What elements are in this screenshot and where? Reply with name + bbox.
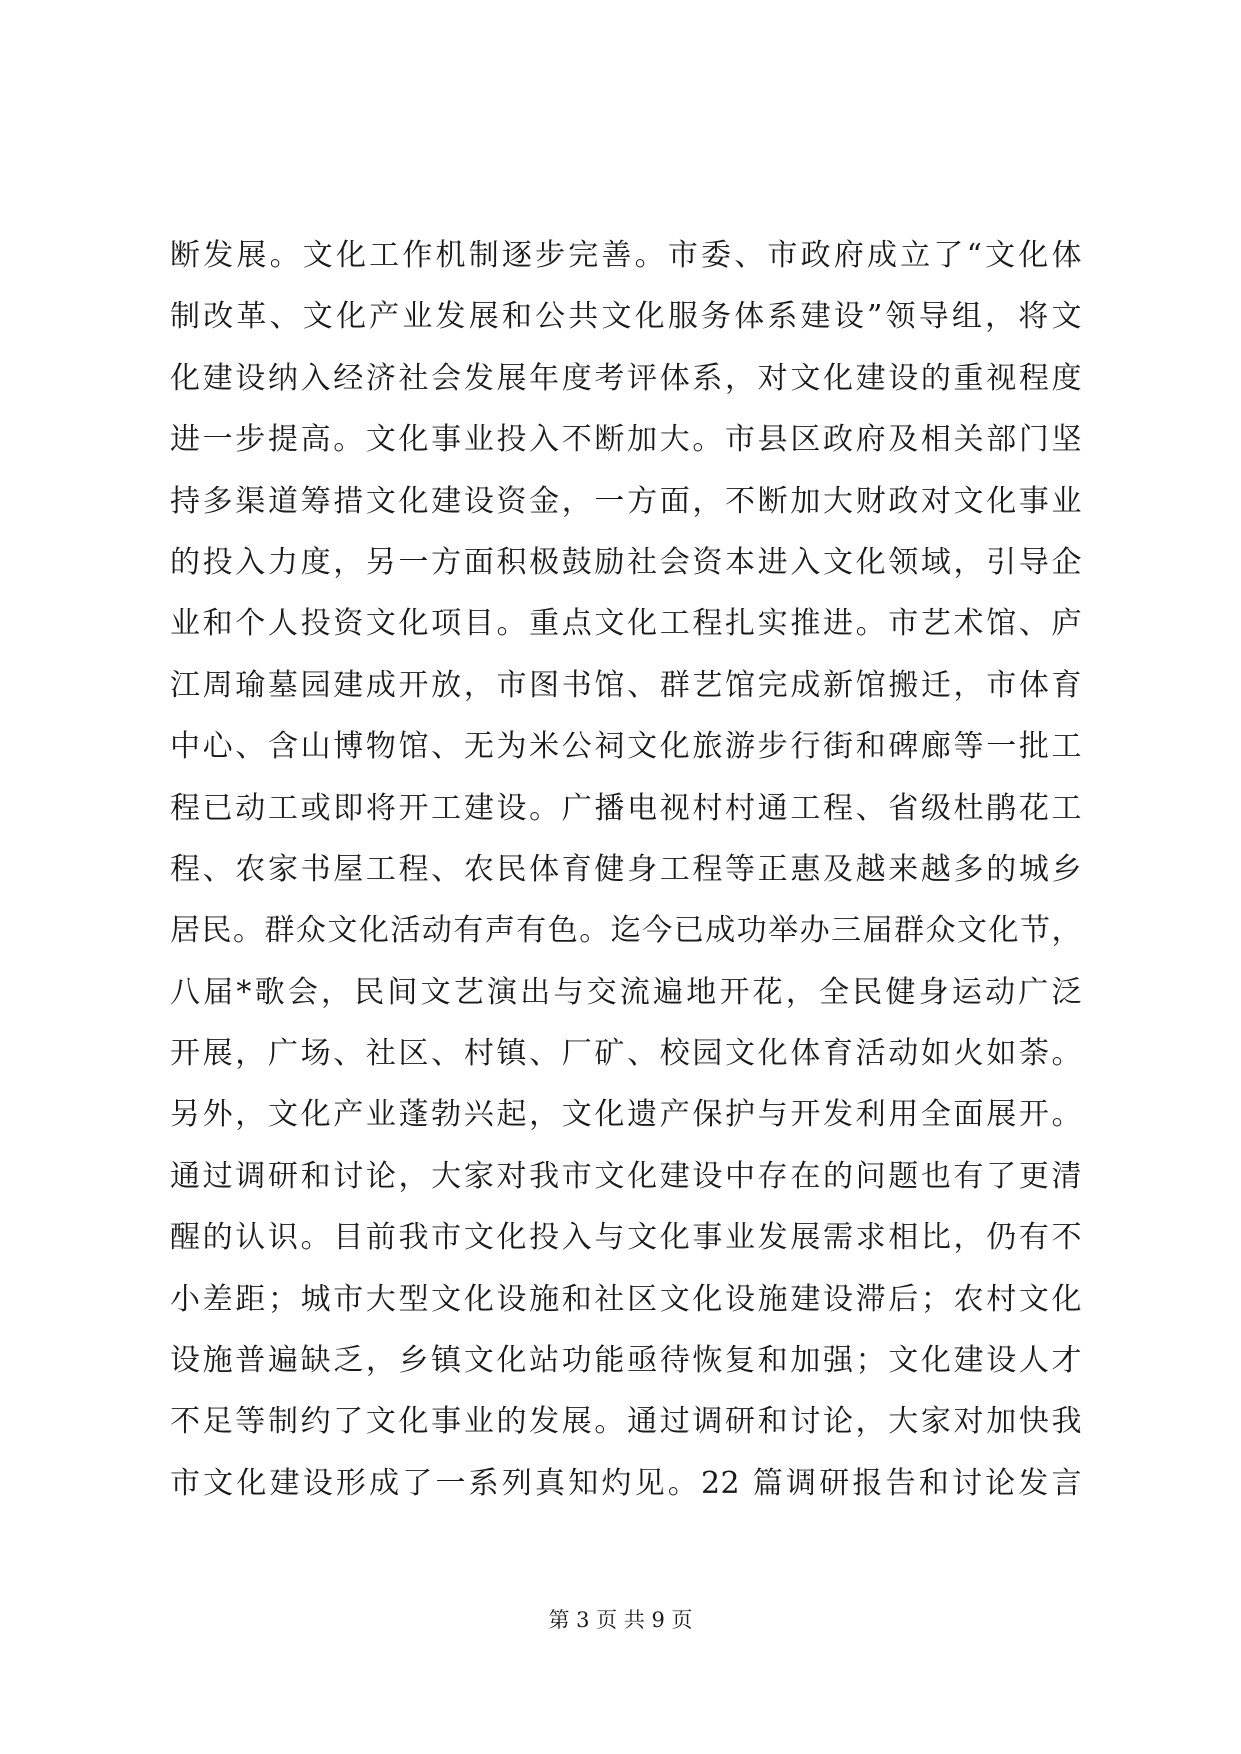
text-line-15: 另外，文化产业蓬勃兴起，文化遗产保护与开发利用全面展开。 xyxy=(170,1097,1082,1133)
text-line-11: 程、农家书屋工程、农民体育健身工程等正惠及越来越多的城乡 xyxy=(170,851,1082,887)
text-line-2: 制改革、文化产业发展和公共文化服务体系建设”领导组，将文 xyxy=(170,299,1082,335)
text-line-12: 居民。群众文化活动有声有色。迄今已成功举办三届群众文化节， xyxy=(170,913,1082,949)
page-footer xyxy=(0,1605,1241,1635)
text-line-8: 江周瑜墓园建成开放，市图书馆、群艺馆完成新馆搬迁，市体育 xyxy=(170,667,1082,703)
page-number-label: 第 3 页 共 9 页 xyxy=(548,1608,693,1632)
text-line-21: 市文化建设形成了一系列真知灼见。22 篇调研报告和讨论发言 xyxy=(170,1465,1082,1501)
text-line-4: 进一步提高。文化事业投入不断加大。市县区政府及相关部门坚 xyxy=(170,422,1082,458)
text-line-3: 化建设纳入经济社会发展年度考评体系，对文化建设的重视程度 xyxy=(170,360,1082,396)
text-line-16: 通过调研和讨论，大家对我市文化建设中存在的问题也有了更清 xyxy=(170,1158,1082,1194)
text-line-6: 的投入力度，另一方面积极鼓励社会资本进入文化领域，引导企 xyxy=(170,544,1082,580)
text-line-5: 持多渠道筹措文化建设资金，一方面，不断加大财政对文化事业 xyxy=(170,483,1082,519)
text-line-20: 不足等制约了文化事业的发展。通过调研和讨论，大家对加快我 xyxy=(170,1404,1082,1440)
text-line-13: 八届*歌会，民间文艺演出与交流遍地开花，全民健身运动广泛 xyxy=(170,974,1082,1010)
text-line-14: 开展，广场、社区、村镇、厂矿、校园文化体育活动如火如荼。 xyxy=(170,1036,1082,1072)
text-line-9: 中心、含山博物馆、无为米公祠文化旅游步行街和碑廊等一批工 xyxy=(170,729,1082,765)
text-line-1: 断发展。文化工作机制逐步完善。市委、市政府成立了“文化体 xyxy=(170,238,1082,273)
text-line-17: 醒的认识。目前我市文化投入与文化事业发展需求相比，仍有不 xyxy=(170,1220,1082,1256)
text-line-18: 小差距；城市大型文化设施和社区文化设施建设滞后；农村文化 xyxy=(170,1281,1082,1317)
text-line-7: 业和个人投资文化项目。重点文化工程扎实推进。市艺术馆、庐 xyxy=(170,606,1082,642)
text-line-19: 设施普遍缺乏，乡镇文化站功能亟待恢复和加强；文化建设人才 xyxy=(170,1343,1082,1379)
text-line-10: 程已动工或即将开工建设。广播电视村村通工程、省级杜鹃花工 xyxy=(170,790,1082,826)
body-text xyxy=(170,225,1082,1514)
